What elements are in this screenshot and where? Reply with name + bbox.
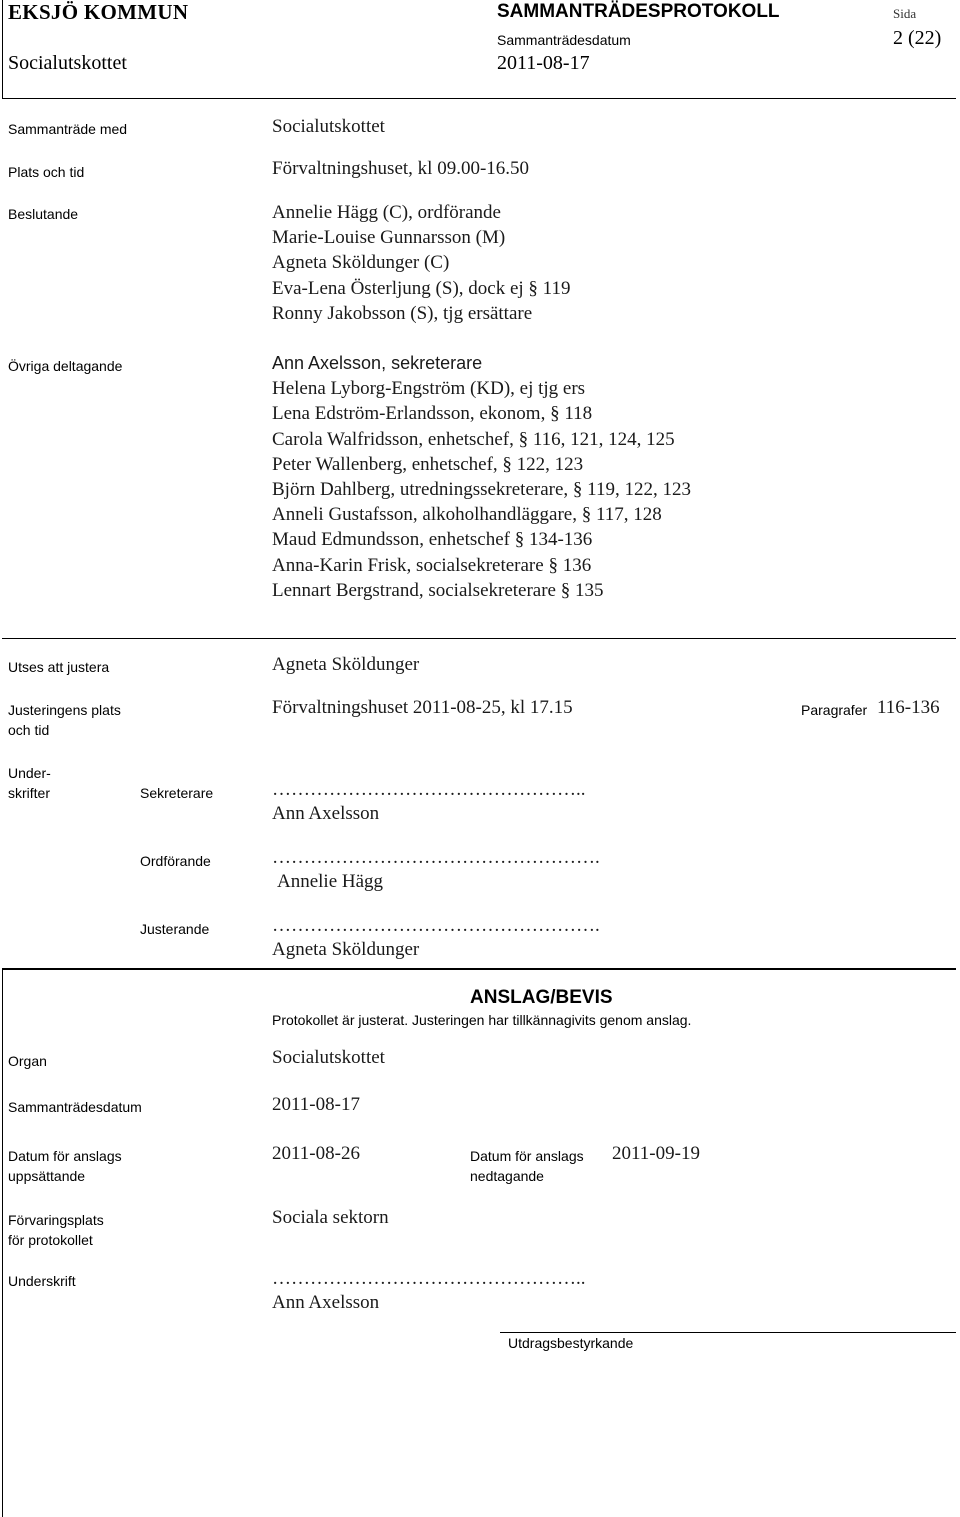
paragraphs-value: 116-136 xyxy=(877,697,940,718)
others-label: Övriga deltagande xyxy=(8,358,123,374)
notice-title: ANSLAG/BEVIS xyxy=(470,987,613,1008)
notice-subtitle: Protokollet är justerat. Justeringen har tillkännagivits genom anslag. xyxy=(272,1012,692,1028)
signatures-label-2: skrifter xyxy=(8,785,50,801)
signature-name-secretary: Ann Axelsson xyxy=(272,803,380,824)
storage-label-1: Förvaringsplats xyxy=(8,1212,104,1228)
meeting-date-label: Sammanträdesdatum xyxy=(497,32,631,48)
other-participant: Lena Edström-Erlandsson, ekonom, § 118 xyxy=(272,403,593,425)
signature-name-adjuster: Agneta Sköldunger xyxy=(272,939,420,960)
other-participant: Helena Lyborg-Engström (KD), ej tjg ers xyxy=(272,378,586,400)
signature-label: Underskrift xyxy=(8,1273,76,1289)
meeting-with-label: Sammanträde med xyxy=(8,121,128,137)
voting-member: Eva-Lena Österljung (S), dock ej § 119 xyxy=(272,277,571,299)
organ-label: Organ xyxy=(8,1053,47,1069)
header-left-rule xyxy=(2,0,3,98)
other-participant: Anneli Gustafsson, alkoholhandläggare, § 117, 128 xyxy=(272,504,662,526)
removed-label-1: Datum för anslags xyxy=(470,1148,584,1164)
other-participant: Carola Walfridsson, enhetschef, § 116, 121, 124, 125 xyxy=(272,428,675,450)
notice-top-rule xyxy=(2,968,956,970)
adjust-place-value: Förvaltningshuset 2011-08-25, kl 17.15 xyxy=(272,697,573,718)
paragraphs-label: Paragrafer xyxy=(801,702,868,718)
notice-signature-name: Ann Axelsson xyxy=(272,1292,380,1313)
municipality-name: EKSJÖ KOMMUN xyxy=(8,0,189,24)
meeting-with-value: Socialutskottet xyxy=(272,116,385,137)
posted-value: 2011-08-26 xyxy=(272,1143,360,1164)
notice-date-label: Sammanträdesdatum xyxy=(8,1099,142,1115)
voting-member: Agneta Sköldunger (C) xyxy=(272,252,450,274)
signature-line-secretary: ………………………………………….. xyxy=(272,779,586,800)
other-participant: Peter Wallenberg, enhetschef, § 122, 123 xyxy=(272,453,584,475)
certifier-rule xyxy=(500,1332,956,1333)
voting-member: Ronny Jakobsson (S), tjg ersättare xyxy=(272,302,533,324)
header-date: 2011-08-17 xyxy=(497,52,590,74)
appointed-label: Utses att justera xyxy=(8,659,110,675)
voting-member: Annelie Hägg (C), ordförande xyxy=(272,202,501,223)
other-participant: Lennart Bergstrand, socialsekreterare § 135 xyxy=(272,579,604,601)
other-participant: Anna-Karin Frisk, socialsekreterare § 136 xyxy=(272,554,592,576)
header-committee: Socialutskottet xyxy=(8,52,127,74)
header-bottom-rule xyxy=(2,98,956,99)
notice-signature-line: ………………………………………….. xyxy=(272,1268,586,1289)
voting-members-list xyxy=(272,200,570,326)
others-list xyxy=(272,351,691,603)
page-number: 2 (22) xyxy=(893,27,942,49)
adjust-place-label-2: och tid xyxy=(8,722,50,738)
removed-value: 2011-09-19 xyxy=(612,1143,700,1164)
adjust-place-label-1: Justeringens plats xyxy=(8,702,121,718)
storage-label-2: för protokollet xyxy=(8,1232,93,1248)
signature-role-secretary: Sekreterare xyxy=(140,785,214,801)
signature-line-adjuster: ……………………………………………. xyxy=(272,915,600,936)
signature-name-chair: Annelie Hägg xyxy=(277,871,384,892)
posted-label-2: uppsättande xyxy=(8,1168,86,1184)
notice-date-value: 2011-08-17 xyxy=(272,1094,360,1115)
organ-value: Socialutskottet xyxy=(272,1047,385,1068)
appointed-value: Agneta Sköldunger xyxy=(272,654,420,675)
signatures-label-1: Under- xyxy=(8,765,51,781)
storage-value: Sociala sektorn xyxy=(272,1207,389,1228)
voting-member: Marie-Louise Gunnarsson (M) xyxy=(272,227,506,249)
place-time-label: Plats och tid xyxy=(8,164,85,180)
other-participant-secretary: Ann Axelsson, sekreterare xyxy=(272,353,483,373)
removed-label-2: nedtagande xyxy=(470,1168,544,1184)
document-type: SAMMANTRÄDESPROTOKOLL xyxy=(497,1,780,22)
voting-label: Beslutande xyxy=(8,206,79,222)
certifier-label: Utdragsbestyrkande xyxy=(508,1335,634,1351)
posted-label-1: Datum för anslags xyxy=(8,1148,122,1164)
notice-left-rule xyxy=(2,968,3,1517)
place-time-value: Förvaltningshuset, kl 09.00-16.50 xyxy=(272,158,530,179)
other-participant: Maud Edmundsson, enhetschef § 134-136 xyxy=(272,529,593,551)
signature-line-chair: ……………………………………………. xyxy=(272,847,600,868)
signature-role-adjuster: Justerande xyxy=(140,921,210,937)
page-label: Sida xyxy=(893,6,917,21)
other-participant: Björn Dahlberg, utredningssekreterare, § 119, 122, 123 xyxy=(272,479,691,501)
adjust-top-rule xyxy=(2,638,956,639)
signature-role-chair: Ordförande xyxy=(140,853,211,869)
